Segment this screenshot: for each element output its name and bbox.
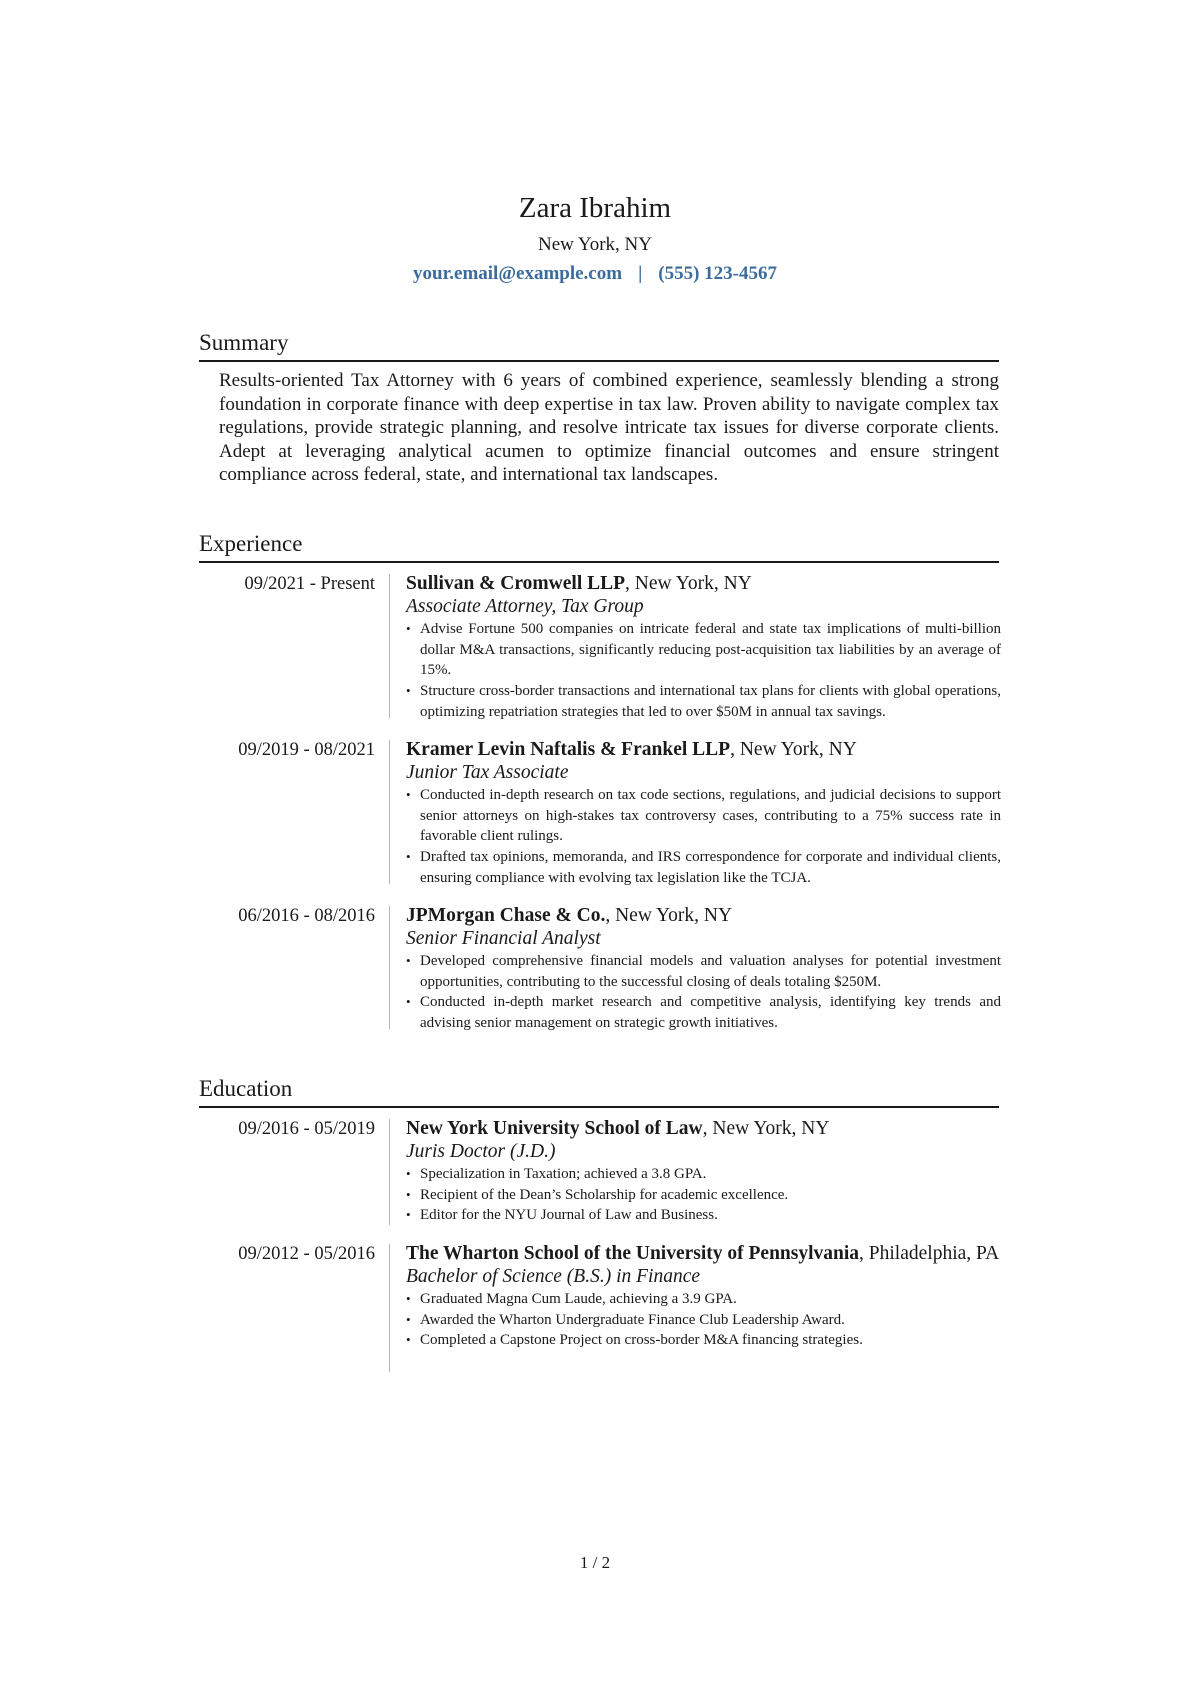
entry-bullets [406, 619, 1001, 723]
entry-dates: 09/2012 - 05/2016 [238, 1244, 375, 1264]
entry-role: Bachelor of Science (B.S.) in Finance [406, 1266, 701, 1287]
entry-heading [406, 738, 1001, 761]
bullet-item: • Developed comprehensive financial models and valuation analyses for potential investment opportunities, contributing to the successful closing of deals totaling $250M. [406, 951, 1001, 992]
timeline-divider [389, 1244, 390, 1372]
entry-role: Associate Attorney, Tax Group [406, 596, 644, 617]
entry-body [406, 738, 1001, 889]
contact-separator: | [638, 263, 643, 284]
entry-bullets [406, 1289, 1001, 1351]
entry-body [406, 904, 1001, 1034]
experience-heading: Experience [199, 529, 999, 563]
candidate-name: Zara Ibrahim [518, 192, 672, 224]
entry-role: Juris Doctor (J.D.) [406, 1141, 556, 1162]
entry-body [406, 1117, 1001, 1226]
bullet-item: • Structure cross-border transactions and international tax plans for clients with global operations, optimizing repatriation strategies that led to over $50M in annual tax savings. [406, 681, 1001, 722]
entry-heading [406, 572, 1001, 595]
bullet-item: • Recipient of the Dean’s Scholarship for academic excellence. [406, 1185, 1001, 1206]
entry-heading [406, 1242, 1001, 1265]
entry-place: , New York, NY [605, 905, 733, 926]
entry-body [406, 1242, 1001, 1351]
bullet-item: • Awarded the Wharton Undergraduate Finance Club Leadership Award. [406, 1310, 1001, 1331]
entry-organization: Kramer Levin Naftalis & Frankel LLP [406, 739, 731, 760]
bullet-item: • Conducted in-depth market research and competitive analysis, identifying key trends and advising senior management on strategic growth initiatives. [406, 992, 1001, 1033]
email-link[interactable]: your.email@example.com [413, 263, 623, 284]
timeline-divider [389, 740, 390, 884]
entry-dates: 09/2021 - Present [244, 574, 375, 594]
entry-place: , Philadelphia, PA [859, 1243, 1000, 1264]
timeline-divider [389, 906, 390, 1029]
summary-text: Results-oriented Tax Attorney with 6 years of combined experience, seamlessly blending a strong foundation in corporate finance with deep expertise in tax law. Proven ability to navigate complex tax regulations, provide strategic planning, and resolve intricate tax issues for diverse corporate clients. Adept at leveraging analytical acumen to optimize financial outcomes and ensure stringent compliance across federal, state, and international tax landscapes. [219, 370, 999, 485]
entry-role: Senior Financial Analyst [406, 928, 601, 949]
bullet-item: • Specialization in Taxation; achieved a 3.8 GPA. [406, 1164, 1001, 1185]
entry-body [406, 572, 1001, 723]
entry-place: , New York, NY [730, 739, 857, 760]
bullet-item: • Drafted tax opinions, memoranda, and IRS correspondence for corporate and individual clients, ensuring compliance with evolving tax legislation like the TCJA. [406, 847, 1001, 888]
bullet-item: • Completed a Capstone Project on cross-border M&A financing strategies. [406, 1330, 1001, 1351]
entry-organization: The Wharton School of the University of Pennsylvania [406, 1243, 860, 1264]
entry-bullets [406, 785, 1001, 889]
page-number: 1 / 2 [579, 1553, 611, 1572]
contact-line [0, 262, 1190, 286]
entry-dates: 09/2019 - 08/2021 [238, 740, 375, 760]
phone-link[interactable]: (555) 123-4567 [658, 263, 777, 284]
entry-dates: 09/2016 - 05/2019 [238, 1119, 375, 1139]
entry-place: , New York, NY [625, 573, 752, 594]
entry-heading [406, 904, 1001, 927]
entry-organization: New York University School of Law [406, 1118, 703, 1139]
timeline-divider [389, 1119, 390, 1225]
entry-place: , New York, NY [702, 1118, 830, 1139]
bullet-item: • Graduated Magna Cum Laude, achieving a 3.9 GPA. [406, 1289, 1001, 1310]
entry-heading [406, 1117, 1001, 1140]
entry-bullets [406, 951, 1001, 1034]
entry-organization: JPMorgan Chase & Co. [406, 905, 606, 926]
summary-heading: Summary [199, 328, 999, 362]
bullet-item: • Conducted in-depth research on tax code sections, regulations, and judicial decisions to support senior attorneys on high-stakes tax controversy cases, contributing to a 75% success rate in favorable client rulings. [406, 785, 1001, 847]
bullet-item: • Advise Fortune 500 companies on intricate federal and state tax implications of multi-billion dollar M&A transactions, significantly reducing post-acquisition tax liabilities by an average of 15%. [406, 619, 1001, 681]
entry-bullets [406, 1164, 1001, 1226]
bullet-item: • Editor for the NYU Journal of Law and Business. [406, 1205, 1001, 1226]
education-heading: Education [199, 1074, 999, 1108]
entry-role: Junior Tax Associate [406, 762, 569, 783]
candidate-location: New York, NY [537, 234, 652, 255]
timeline-divider [389, 574, 390, 718]
entry-dates: 06/2016 - 08/2016 [238, 906, 375, 926]
entry-organization: Sullivan & Cromwell LLP [406, 573, 626, 594]
